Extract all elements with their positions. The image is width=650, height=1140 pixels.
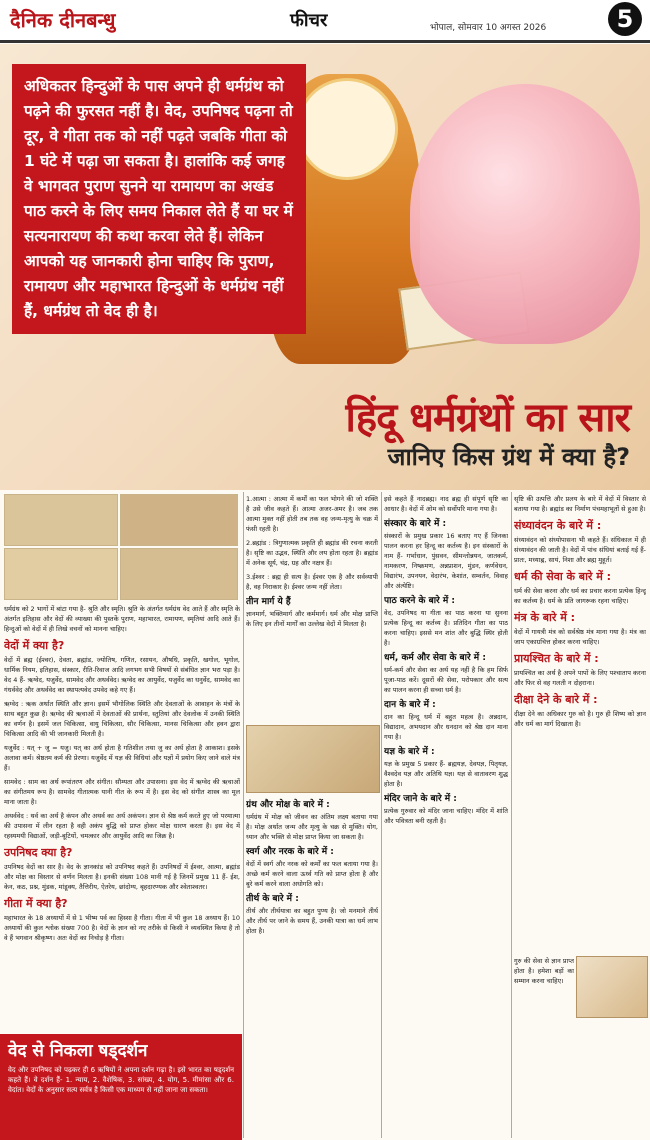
manuscript-photo — [4, 548, 118, 600]
article-column-1 — [4, 604, 240, 1032]
paragraph: उपनिषद वेदों का सार है। वेद के ज्ञानकांड को उपनिषद कहते हैं। उपनिषदों में ईश्वर, आत्मा, ब्रह्मांड और मोक्ष का विस्तार से वर्णन मिलता है। इनकी संख्या 108 मानी गई है जिनमें प्रमुख 11 हैं- ईश, केन, कठ, प्रश्न, मुंडक, मांडूक्य, तैत्तिरीय, ऐतरेय, छांदोग्य, बृहदारण्यक और श्वेताश्वतर। — [4, 863, 240, 891]
paragraph: सामवेद : साम का अर्थ रूपांतरण और संगीत। सौम्यता और उपासना। इस वेद में ऋग्वेद की ऋचाओं का संगीतमय रूप है। सामवेद गीतात्मक यानी गीत के रूप में है। इस वेद को संगीत शास्त्र का मूल माना जाता है। — [4, 778, 240, 806]
footer-box — [0, 1034, 242, 1140]
paragraph: तीर्थ और तीर्थयात्रा का बहुत पुण्य है। जो मनमाने तीर्थ और तीर्थ पर जाने के समय हैं, उनकी यात्रा का धर्म लाभ होता है। — [246, 907, 378, 935]
section-heading: उपनिषद क्या है? — [4, 846, 73, 859]
article-column-4 — [514, 494, 646, 952]
paragraph: संस्कारों के प्रमुख प्रकार 16 बताए गए हैं जिनका पालन करना हर हिन्दू का कर्तव्य है। इन संस्कारों के नाम हैं- गर्भाधान, पुंसवन, सीमन्तोन्नयन, जातकर्म, नामकरण, निष्क्रमण, अन्नप्राशन, मुंडन, कर्णवेधन, विद्यारंभ, उपनयन, वेदारंभ, केशांत, सम्वर्तन, विवाह और अंत्येष्टि। — [384, 532, 508, 590]
section-heading: मंदिर जाने के बारे में : — [384, 794, 457, 804]
section-title: फीचर — [290, 10, 328, 31]
column-divider — [381, 492, 382, 1138]
section-heading: तीर्थ के बारे में : — [246, 894, 299, 904]
deity-photo — [576, 956, 648, 1018]
manuscript-photo — [120, 494, 238, 546]
article-column-2b — [246, 796, 378, 1136]
edition-dateline: भोपाल, सोमवार 10 अगस्त 2026 — [430, 23, 547, 33]
paragraph: यज्ञ के प्रमुख 5 प्रकार हैं- ब्रह्मयज्ञ, देवयज्ञ, पितृयज्ञ, वैश्वदेव यज्ञ और अतिथि यज्ञ। यज्ञ से वातावरण शुद्ध होता है। — [384, 760, 508, 788]
paragraph: इसे कहते हैं नादब्रह्म। नाद ब्रह्म ही संपूर्ण सृष्टि का आधार है। वेदों में ओम को सर्वोपरि माना गया है। — [384, 495, 508, 513]
column-divider — [511, 492, 512, 1138]
section-heading: संध्यावंदन के बारे में : — [514, 519, 602, 532]
paragraph: धर्म की सेवा करना और धर्म का प्रचार करना प्रत्येक हिन्दू का कर्तव्य है। धर्म के प्रति जागरूक रहना चाहिए। — [514, 587, 646, 605]
section-heading: दीक्षा देने के बारे में : — [514, 693, 598, 706]
footer-body: वेद और उपनिषद को पढ़कर ही 6 ऋषियों ने अपना दर्शन गढ़ा है। इसे भारत का षड्दर्शन कहते हैं। वे दर्शन हैं- 1. न्याय, 2. वैशेषिक, 3. सांख्य, 4. योग, 5. मीमांसा और 6. वेदांत। वेदों के अनुसार सत्य सर्वत्र है किसी एक माध्यम से नहीं जाना जा सकता। — [8, 1066, 234, 1094]
paragraph: 2.ब्रह्मांड : त्रिगुणात्मक प्रकृति ही ब्रह्मांड की रचना करती है। सृष्टि का उद्भव, स्थिति और लय होता रहता है। ब्रह्मांड में अनेक सूर्य, चंद्र, ग्रह और नक्षत्र हैं। — [246, 539, 378, 567]
paragraph: 3.ईश्वर : ब्रह्म ही सत्य है। ईश्वर एक है और सर्वव्यापी है, वह निराकार है। ईश्वर जन्म नहीं लेता। — [246, 573, 378, 591]
halo-icon — [296, 78, 398, 180]
lede-box: अधिकतर हिन्दुओं के पास अपने ही धर्मग्रंथ को पढ़ने की फुरसत नहीं है। वेद, उपनिषद पढ़ना तो दूर, वे गीता तक को नहीं पढ़ते जबकि गीता को 1 घंटे में पढ़ा जा सकता है। हालांकि कई जगह वे भागवत पुराण सुनने या रामायण का अखंड पाठ करने के लिए समय निकाल लेते हैं या घर में सत्यनारायण की कथा करवा लेते हैं। लेकिन आपको यह जानकारी होना चाहिए कि पुराण, रामायण और महाभारत हिन्दुओं के धर्मग्रंथ नहीं हैं, धर्मग्रंथ तो वेद ही है। — [12, 64, 306, 334]
paragraph: ऋग्वेद : ऋक अर्थात स्थिति और ज्ञान। इसमें भौगोलिक स्थिति और देवताओं के आवाहन के मंत्रों के साथ बहुत कुछ है। ऋग्वेद की ऋचाओं में देवताओं की प्रार्थना, स्तुतियां और देवलोक में उनकी स्थिति का वर्णन है। इसमें जल चिकित्सा, वायु चिकित्सा, सौर चिकित्सा, मानस चिकित्सा और हवन द्वारा चिकित्सा आदि की भी जानकारी मिलती है। — [4, 700, 240, 738]
paragraph: अथर्ववेद : थर्व का अर्थ है कंपन और अथर्व का अर्थ अकंपन। ज्ञान से श्रेष्ठ कर्म करते हुए जो परमात्मा की उपासना में लीन रहता है वही अकंप बुद्धि को प्राप्त होकर मोक्ष धारण करता है। इस वेद में रहस्यमयी विद्याओं, जड़ी-बूटियों, चमत्कार और आयुर्वेद आदि का जिक्र है। — [4, 812, 240, 840]
article-column-2 — [246, 494, 378, 722]
paragraph: धर्मग्रंथ में मोक्ष को जीवन का अंतिम लक्ष्य बताया गया है। मोक्ष अर्थात जन्म और मृत्यु के चक्र से मुक्ति। योग, ध्यान और भक्ति से मोक्ष प्राप्त किया जा सकता है। — [246, 813, 378, 841]
section-heading: तीन मार्ग ये हैं — [246, 597, 291, 607]
section-heading: वेदों में क्या है? — [4, 639, 65, 652]
section-heading: प्रायश्चित के बारे में : — [514, 652, 599, 665]
headline: हिंदू धर्मग्रंथों का सार — [345, 395, 630, 441]
paragraph: धर्म-कर्म और सेवा का अर्थ यह नहीं है कि हम सिर्फ पूजा-पाठ करें। दूसरों की सेवा, परोपकार और सत्य का पालन करना ही सच्चा धर्म है। — [384, 666, 508, 694]
paragraph: धर्मग्रंथ को 2 भागों में बांटा गया है- श्रुति और स्मृति। श्रुति के अंतर्गत धर्मग्रंथ वेद आते हैं और स्मृति के अंतर्गत इतिहास और वेदों की व्याख्या की पुस्तकें पुराण, महाभारत, रामायण, स्मृतियां आदि आते हैं। हिन्दुओं को वेदों में ही लिखे वचनों को मानना चाहिए। — [4, 605, 240, 633]
manuscript-collage — [0, 492, 240, 600]
section-heading: धर्म, कर्म और सेवा के बारे में : — [384, 653, 486, 663]
paragraph: वेदों में ब्रह्म (ईश्वर), देवता, ब्रह्मांड, ज्योतिष, गणित, रसायन, औषधि, प्रकृति, खगोल, भूगोल, धार्मिक नियम, इतिहास, संस्कार, रीति-रिवाज आदि लगभग सभी विषयों से संबंधित ज्ञान भरा पड़ा है। वेद 4 हैं- ऋग्वेद, यजुर्वेद, सामवेद और अथर्ववेद। ऋग्वेद का आयुर्वेद, यजुर्वेद का धनुर्वेद, सामवेद का गंधर्ववेद और अथर्ववेद का स्थापत्यवेद उपवेद कहे गए हैं। — [4, 656, 240, 694]
paragraph: गुरु की सेवा से ज्ञान प्राप्त होता है। हमेशा बड़ों का सम्मान करना चाहिए। — [514, 957, 574, 985]
paragraph: प्रायश्चित का अर्थ है अपने पापों के लिए पश्चाताप करना और फिर से वह गलती न दोहराना। — [514, 669, 646, 687]
section-heading: दान के बारे में : — [384, 700, 436, 710]
section-heading: धर्म की सेवा के बारे में : — [514, 570, 612, 583]
paragraph: संध्यावंदन को संध्योपासना भी कहते हैं। संधिकाल में ही संध्यावंदन की जाती है। वेदों में पांच संधियां बताई गई हैं- प्रातः, मध्याह्न, सायं, निशा और ब्रह्म मुहूर्त। — [514, 536, 646, 564]
masthead — [0, 0, 650, 43]
newspaper-brand: दैनिक दीनबन्धु — [10, 8, 116, 32]
article-column-4b — [514, 956, 574, 1136]
paragraph: महाभारत के 18 अध्यायों में से 1 भीष्म पर्व का हिस्सा है गीता। गीता में भी कुल 18 अध्याय हैं। 10 अध्यायों की कुल श्लोक संख्या 700 है। वेदों के ज्ञान को नए तरीके से किसी ने व्यवस्थित किया है तो वे हैं भगवान श्रीकृष्ण। अतः वेदों का निचोड़ है गीता। — [4, 914, 240, 942]
paragraph: वेदों में स्वर्ग और नरक को कर्मों का फल बताया गया है। अच्छे कर्म करने वाला ऊर्ध्व गति को प्राप्त होता है और बुरे कर्म करने वाला अधोगति को। — [246, 860, 378, 888]
section-heading: स्वर्ग और नरक के बारे में : — [246, 847, 334, 857]
scripture-photo — [246, 725, 380, 793]
paragraph: सृष्टि की उत्पत्ति और प्रलय के बारे में वेदों में विस्तार से बताया गया है। ब्रह्मांड का निर्माण पंचमहाभूतों से हुआ है। — [514, 495, 646, 513]
section-heading: मंत्र के बारे में : — [514, 611, 576, 624]
paragraph: दान का हिन्दू धर्म में बहुत महत्व है। अन्नदान, विद्यादान, अभयदान और धनदान को श्रेष्ठ दान माना गया है। — [384, 713, 508, 741]
paragraph: वेद, उपनिषद या गीता का पाठ करना या सुनना प्रत्येक हिन्दू का कर्तव्य है। प्रतिदिन गीता का पाठ करना चाहिए। इससे मन शांत और बुद्धि स्थिर होती है। — [384, 609, 508, 647]
page-number: 5 — [608, 2, 642, 36]
manuscript-photo — [4, 494, 118, 546]
subheadline: जानिए किस ग्रंथ में क्या है? — [387, 443, 630, 471]
section-heading: संस्कार के बारे में : — [384, 519, 447, 529]
section-heading: ग्रंथ और मोक्ष के बारे में : — [246, 800, 330, 810]
ganesha-figure-icon — [410, 84, 640, 344]
section-heading: यज्ञ के बारे में : — [384, 747, 435, 757]
paragraph: यजुर्वेद : यत्‌ + जु = यजु। यत्‌ का अर्थ होता है गतिशील तथा जु का अर्थ होता है आकाश। इसके अलावा कर्म। श्रेष्ठतम कर्म की प्रेरणा। यजुर्वेद में यज्ञ की विधियां और यज्ञों में प्रयोग किए जाने वाले मंत्र हैं। — [4, 744, 240, 772]
paragraph: दीक्षा देने का अधिकार गुरु को है। गुरु ही शिष्य को ज्ञान और धर्म का मार्ग दिखाता है। — [514, 710, 646, 728]
paragraph: वेदों में गायत्री मंत्र को सर्वश्रेष्ठ मंत्र माना गया है। मंत्र का जाप एकाग्रचित्त होकर करना चाहिए। — [514, 628, 646, 646]
paragraph: प्रत्येक गुरुवार को मंदिर जाना चाहिए। मंदिर में शांति और पवित्रता बनी रहती है। — [384, 807, 508, 825]
paragraph: ज्ञानमार्ग, भक्तिमार्ग और कर्ममार्ग। धर्म और मोक्ष प्राप्ति के लिए इन तीनों मार्गों का उल्लेख वेदों में मिलता है। — [246, 610, 378, 628]
footer-title: वेद से निकला षड्दर्शन — [8, 1041, 148, 1061]
manuscript-photo — [120, 548, 238, 600]
paragraph: 1.आत्मा : आत्मा में कर्मों का फल भोगने की जो शक्ति है उसे जीव कहते हैं। आत्मा अजर-अमर है। जब तक आत्मा मुक्त नहीं होती तब तक वह जन्म-मृत्यु के चक्र में फंसी रहती है। — [246, 495, 378, 533]
section-heading: पाठ करने के बारे में : — [384, 596, 455, 606]
section-heading: गीता में क्या है? — [4, 897, 68, 910]
article-column-3 — [384, 494, 508, 1136]
column-divider — [243, 492, 244, 1138]
